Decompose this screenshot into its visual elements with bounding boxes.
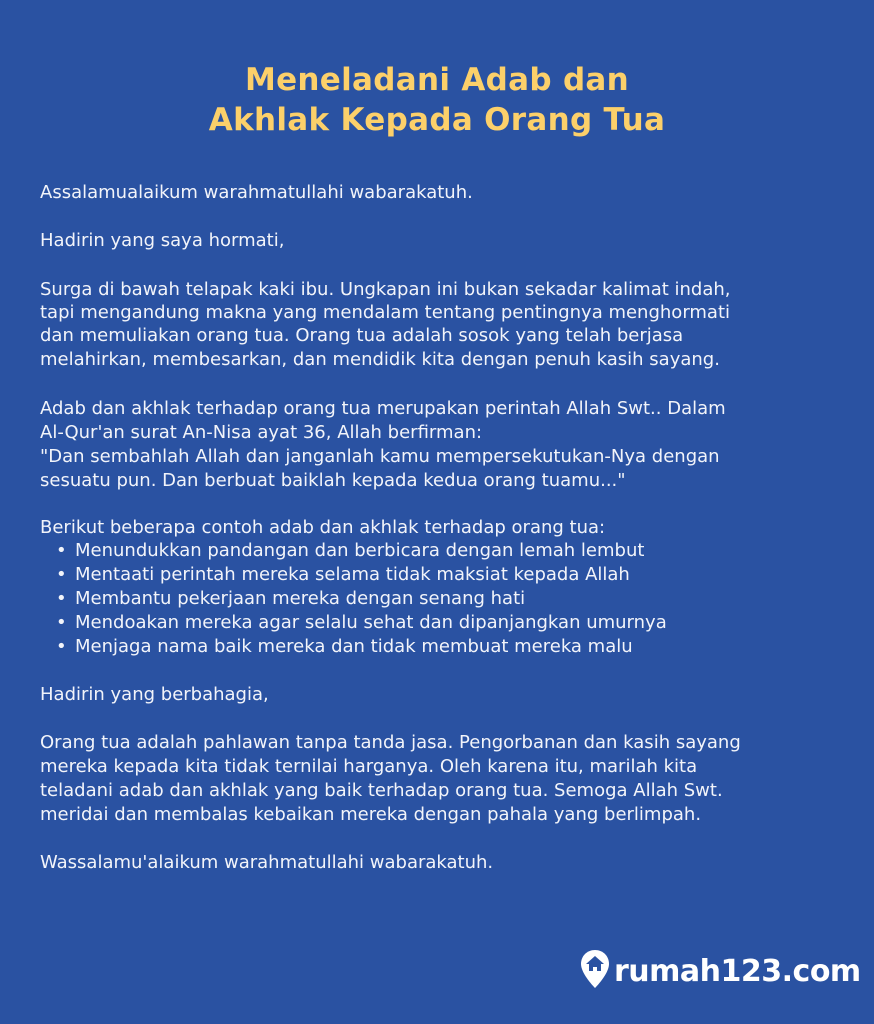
list-item xyxy=(56,635,633,659)
paragraph1-line: Surga di bawah telapak kaki ibu. Ungkapan ini bukan sekadar kalimat indah, xyxy=(40,279,731,300)
rumah123-logo xyxy=(580,948,861,994)
closing: Wassalamu'alaikum warahmatullahi wabarakatuh. xyxy=(40,852,494,873)
bullet-icon: • xyxy=(56,636,67,657)
logo-text: rumah123.com xyxy=(614,953,861,989)
list-item-text: Menundukkan pandangan dan berbicara dengan lemah lembut xyxy=(75,540,645,561)
list-item xyxy=(56,611,667,635)
paragraph3-line: Orang tua adalah pahlawan tanpa tanda jasa. Pengorbanan dan kasih sayang xyxy=(40,732,741,753)
list-item xyxy=(56,563,630,587)
greeting: Assalamualaikum warahmatullahi wabarakatuh. xyxy=(40,182,473,203)
list-item xyxy=(56,539,644,563)
paragraph1-line: melahirkan, membesarkan, dan mendidik kita dengan penuh kasih sayang. xyxy=(40,349,720,370)
list-item-text: Membantu pekerjaan mereka dengan senang hati xyxy=(75,588,526,609)
salutation-2: Hadirin yang berbahagia, xyxy=(40,684,269,705)
quote-line: "Dan sembahlah Allah dan janganlah kamu mempersekutukan-Nya dengan xyxy=(40,446,720,467)
location-pin-house-icon xyxy=(580,949,610,993)
bullet-icon: • xyxy=(56,564,67,585)
page-title-line-2: Akhlak Kepada Orang Tua xyxy=(208,102,666,138)
paragraph2-line: Al-Qur'an surat An-Nisa ayat 36, Allah berfirman: xyxy=(40,422,483,443)
list-item xyxy=(56,587,525,611)
paragraph3-line: meridai dan membalas kebaikan mereka dengan pahala yang berlimpah. xyxy=(40,804,702,825)
bullet-icon: • xyxy=(56,612,67,633)
salutation: Hadirin yang saya hormati, xyxy=(40,230,285,251)
list-item-text: Menjaga nama baik mereka dan tidak membuat mereka malu xyxy=(75,636,633,657)
list-item-text: Mendoakan mereka agar selalu sehat dan dipanjangkan umurnya xyxy=(75,612,667,633)
bullet-icon: • xyxy=(56,588,67,609)
list-item-text: Mentaati perintah mereka selama tidak maksiat kepada Allah xyxy=(75,564,630,585)
paragraph1-line: dan memuliakan orang tua. Orang tua adalah sosok yang telah berjasa xyxy=(40,325,684,346)
paragraph2-line: Adab dan akhlak terhadap orang tua merupakan perintah Allah Swt.. Dalam xyxy=(40,398,726,419)
page-title-line-1: Meneladani Adab dan xyxy=(244,62,630,98)
paragraph3-line: mereka kepada kita tidak ternilai harganya. Oleh karena itu, marilah kita xyxy=(40,756,698,777)
paragraph3-line: teladani adab dan akhlak yang baik terhadap orang tua. Semoga Allah Swt. xyxy=(40,780,723,801)
paragraph1-line: tapi mengandung makna yang mendalam tentang pentingnya menghormati xyxy=(40,302,731,323)
list-intro: Berikut beberapa contoh adab dan akhlak terhadap orang tua: xyxy=(40,517,606,538)
bullet-icon: • xyxy=(56,540,67,561)
quote-line: sesuatu pun. Dan berbuat baiklah kepada kedua orang tuamu..." xyxy=(40,470,626,491)
